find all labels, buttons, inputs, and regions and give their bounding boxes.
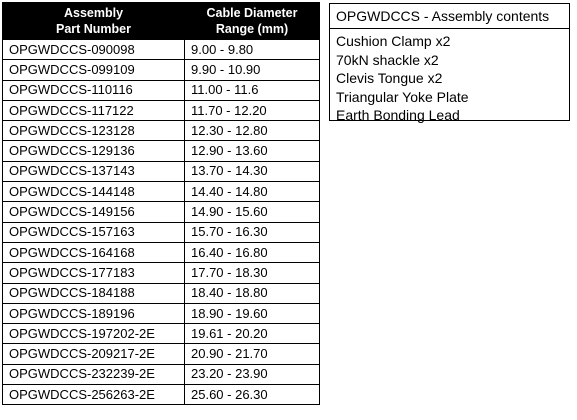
part-number-cell: OPGWDCCS-137143 (3, 161, 185, 181)
diameter-range-cell: 12.90 - 13.60 (185, 141, 320, 161)
assembly-contents-item: Clevis Tongue x2 (336, 70, 443, 86)
table-row (3, 40, 320, 60)
header-col1-line1: Assembly (63, 6, 124, 20)
assembly-contents-list (330, 29, 569, 125)
diameter-range-cell: 18.90 - 19.60 (185, 303, 320, 323)
part-number-cell: OPGWDCCS-184188 (3, 283, 185, 303)
table-row (3, 242, 320, 262)
table-body (3, 40, 320, 405)
diameter-range-cell: 25.60 - 26.30 (185, 385, 320, 405)
diameter-range-cell: 11.70 - 12.20 (185, 100, 320, 120)
table-row (3, 121, 320, 141)
part-number-cell: OPGWDCCS-189196 (3, 303, 185, 323)
part-number-cell: OPGWDCCS-256263-2E (3, 385, 185, 405)
table-row (3, 202, 320, 222)
part-number-cell: OPGWDCCS-117122 (3, 100, 185, 120)
diameter-range-cell: 23.20 - 23.90 (185, 364, 320, 384)
table-row (3, 141, 320, 161)
diameter-range-cell: 9.00 - 9.80 (185, 40, 320, 60)
diameter-range-cell: 15.70 - 16.30 (185, 222, 320, 242)
part-number-cell: OPGWDCCS-197202-2E (3, 324, 185, 344)
diameter-range-cell: 13.70 - 14.30 (185, 161, 320, 181)
part-number-cell: OPGWDCCS-110116 (3, 80, 185, 100)
part-number-cell: OPGWDCCS-144148 (3, 182, 185, 202)
table-row (3, 283, 320, 303)
table-row (3, 364, 320, 384)
part-number-cell: OPGWDCCS-157163 (3, 222, 185, 242)
diameter-range-cell: 14.40 - 14.80 (185, 182, 320, 202)
assembly-contents-item: 70kN shackle x2 (336, 51, 439, 68)
diameter-range-cell: 18.40 - 18.80 (185, 283, 320, 303)
header-col2-line1: Cable Diameter (206, 6, 298, 20)
table-row (3, 303, 320, 323)
header-row (3, 3, 320, 40)
part-number-cell: OPGWDCCS-164168 (3, 242, 185, 262)
parts-table (2, 2, 320, 405)
table-row (3, 385, 320, 405)
part-number-cell: OPGWDCCS-090098 (3, 40, 185, 60)
header-cable-diameter-range (185, 3, 320, 40)
part-number-cell: OPGWDCCS-149156 (3, 202, 185, 222)
diameter-range-cell: 9.90 - 10.90 (185, 60, 320, 80)
diameter-range-cell: 16.40 - 16.80 (185, 242, 320, 262)
header-assembly-part-number (3, 3, 185, 40)
assembly-contents-item: Cushion Clamp x2 (336, 33, 451, 49)
table-header (3, 3, 320, 40)
table-row (3, 324, 320, 344)
table-row (3, 100, 320, 120)
table-row (3, 263, 320, 283)
assembly-contents-box (329, 3, 570, 121)
part-number-cell: OPGWDCCS-232239-2E (3, 364, 185, 384)
assembly-contents-title: OPGWDCCS - Assembly contents (330, 4, 569, 29)
header-col1-line2: Part Number (55, 22, 132, 36)
table-row (3, 182, 320, 202)
table-row (3, 344, 320, 364)
diameter-range-cell: 19.61 - 20.20 (185, 324, 320, 344)
assembly-contents-item: Triangular Yoke Plate (336, 88, 469, 105)
diameter-range-cell: 11.00 - 11.6 (185, 80, 320, 100)
part-number-cell: OPGWDCCS-209217-2E (3, 344, 185, 364)
part-number-cell: OPGWDCCS-129136 (3, 141, 185, 161)
assembly-contents-item: Earth Bonding Lead (336, 107, 460, 123)
diameter-range-cell: 17.70 - 18.30 (185, 263, 320, 283)
diameter-range-cell: 12.30 - 12.80 (185, 121, 320, 141)
part-number-cell: OPGWDCCS-099109 (3, 60, 185, 80)
part-number-cell: OPGWDCCS-123128 (3, 121, 185, 141)
table-row (3, 60, 320, 80)
table-row (3, 161, 320, 181)
table-row (3, 222, 320, 242)
header-col2-line2: Range (mm) (215, 22, 289, 36)
part-number-cell: OPGWDCCS-177183 (3, 263, 185, 283)
table-row (3, 80, 320, 100)
diameter-range-cell: 14.90 - 15.60 (185, 202, 320, 222)
diameter-range-cell: 20.90 - 21.70 (185, 344, 320, 364)
